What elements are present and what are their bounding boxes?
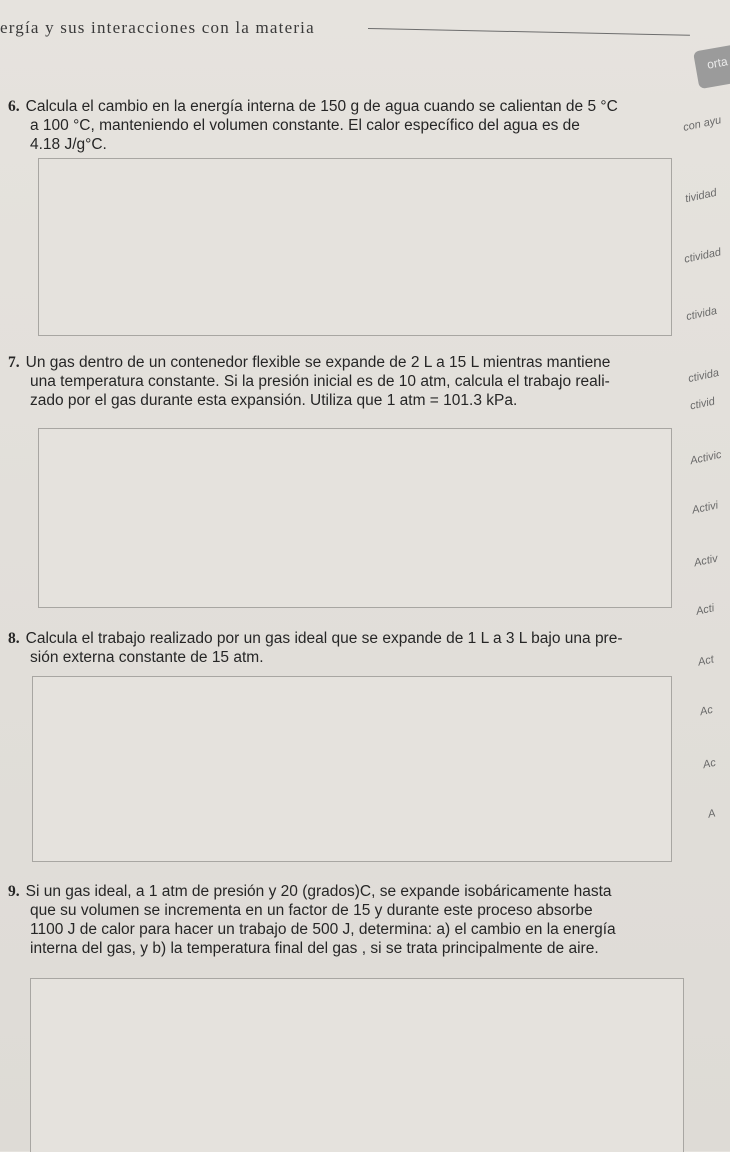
question-9-line-1: 9. Si un gas ideal, a 1 atm de presión y 20 (grados)C, se expande isobáricamente hasta [8, 883, 612, 900]
margin-word: con ayu [682, 114, 723, 134]
margin-word: Ac [698, 703, 714, 719]
question-8-line-1: 8. Calcula el trabajo realizado por un gas ideal que se expande de 1 L a 3 L bajo una pre- [8, 630, 623, 647]
margin-word: ctivida [685, 304, 719, 324]
answer-box-7[interactable] [38, 428, 672, 608]
question-6-number: 6. [8, 98, 20, 115]
margin-word: ctividad [683, 246, 723, 266]
header-rule [368, 28, 690, 36]
question-9-line-3: 1100 J de calor para hacer un trabajo de 500 J, determina: a) el cambio en la energía [30, 921, 616, 938]
margin-word: Ac [701, 756, 717, 772]
question-9-number: 9. [8, 883, 20, 900]
question-6-line-2: a 100 °C, manteniendo el volumen constante. El calor específico del agua es de [30, 117, 580, 134]
answer-box-6[interactable] [38, 158, 672, 336]
margin-word: Act [696, 653, 715, 669]
question-8 [8, 629, 688, 667]
answer-box-9[interactable] [30, 978, 684, 1152]
question-9-line-4: interna del gas, y b) la temperatura final del gas , si se trata principalmente de aire. [30, 940, 599, 957]
question-7-line-1: 7. Un gas dentro de un contenedor flexible se expande de 2 L a 15 L mientras mantiene [8, 354, 611, 371]
margin-word: tividad [684, 186, 718, 206]
question-8-line-2: sión externa constante de 15 atm. [30, 649, 264, 666]
question-7-line-2: una temperatura constante. Si la presión inicial es de 10 atm, calcula el trabajo reali- [30, 373, 610, 390]
question-7-line-3: zado por el gas durante esta expansión. Utiliza que 1 atm = 101.3 kPa. [30, 392, 518, 409]
margin-word: ctivid [689, 395, 717, 413]
margin-word: ctivida [687, 366, 721, 386]
margin-word: Acti [694, 602, 716, 618]
question-6-line-1: 6. Calcula el cambio en la energía interna de 150 g de agua cuando se calientan de 5 °C [8, 98, 618, 115]
margin-word: A [706, 807, 717, 821]
margin-word: Activic [689, 448, 723, 468]
page-header: ergía y sus interacciones con la materia [0, 18, 315, 37]
side-tab-label: orta [706, 54, 730, 72]
margin-word: Activi [691, 499, 720, 517]
answer-box-8[interactable] [32, 676, 672, 862]
question-7 [8, 353, 688, 410]
question-8-number: 8. [8, 630, 20, 647]
question-9 [8, 882, 698, 958]
question-7-number: 7. [8, 354, 20, 371]
question-9-line-2: que su volumen se incrementa en un factor de 15 y durante este proceso absorbe [30, 902, 593, 919]
margin-word: Activ [693, 552, 719, 570]
question-6 [8, 97, 688, 154]
question-6-line-3: 4.18 J/g°C. [30, 136, 107, 153]
